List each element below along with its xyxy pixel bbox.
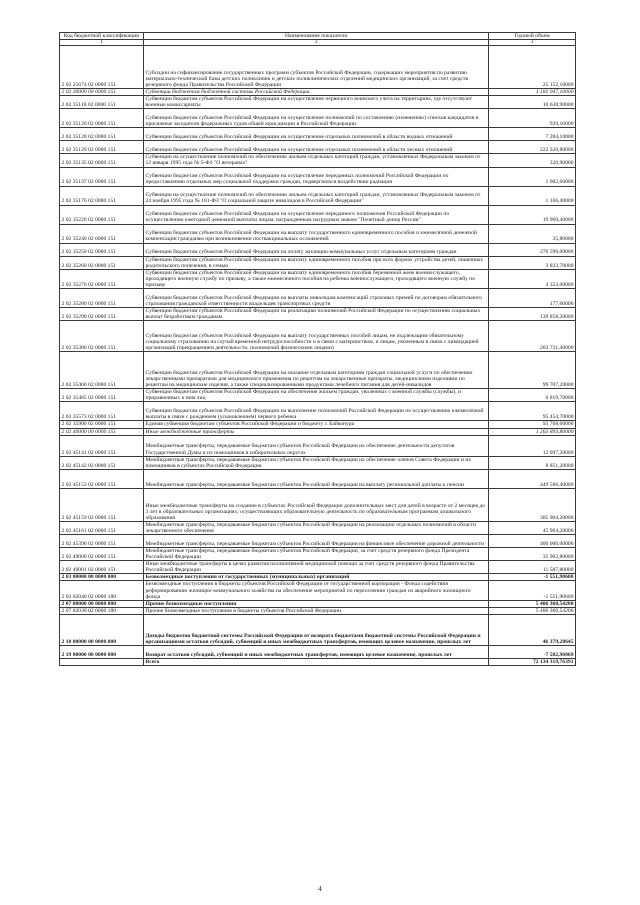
indicator-name-cell: Субвенции бюджетам субъектов Российской Федерации на оплату жилищно-коммунальных услуг отдельным категориям граждан (144, 243, 489, 256)
budget-code-cell: 2 02 35573 02 0000 151 (60, 402, 144, 421)
budget-code-cell: 2 02 35380 02 0000 151 (60, 321, 144, 352)
column-number: 2 (144, 40, 489, 46)
annual-amount-cell: -7 582,96069 (489, 645, 576, 658)
table-row (60, 600, 576, 607)
budget-code-cell: 2 02 35250 02 0000 151 (60, 243, 144, 256)
annual-amount-cell: 25 152,10000 (489, 46, 576, 89)
annual-amount-cell: 222 320,80000 (489, 141, 576, 154)
annual-amount-cell: 99 707,20000 (489, 352, 576, 389)
budget-code-cell: 2 02 35270 02 0000 151 (60, 269, 144, 288)
budget-code-cell: 2 02 25674 02 0000 151 (60, 46, 144, 89)
annual-amount-cell: 1 166,40000 (489, 186, 576, 205)
budget-code-cell: 2 02 35260 02 0000 151 (60, 256, 144, 269)
annual-amount-cell: -1 551,90600 (489, 574, 576, 581)
table-row (60, 205, 576, 224)
budget-code-cell: 2 02 35176 02 0000 151 (60, 186, 144, 205)
budget-code-cell: 2 02 35129 02 0000 151 (60, 141, 144, 154)
table-row (60, 224, 576, 243)
indicator-name-cell: Иные межбюджетные трансферты в целях развития паллиативной медицинской помощи за счет средств резервного фонда Правительства Российской Федерации (144, 561, 489, 574)
budget-code-cell: 2 02 35128 02 0000 151 (60, 128, 144, 141)
table-row (60, 289, 576, 308)
table-row (60, 521, 576, 534)
indicator-name-cell: Субвенции бюджетам субъектов Российской Федерации на осуществление первичного воинского учета на территориях, где отсутствуют военные комиссариаты (144, 96, 489, 109)
budget-code-cell: 2 02 30000 00 0000 151 (60, 89, 144, 96)
indicator-name-cell: Субвенции на осуществление полномочий по обеспечению жильем отдельных категорий граждан, установленных Федеральным законом от 24 ноября 1995 года № 181-ФЗ "О социальной защите инвалидов в Российской Федерации" (144, 186, 489, 205)
budget-code-cell: 2 02 45142 02 0000 151 (60, 456, 144, 469)
table-row (60, 308, 576, 321)
table-row (60, 109, 576, 128)
indicator-name-cell: Прочие безвозмездные поступления в бюджеты субъектов Российской Федерации (144, 607, 489, 614)
budget-code-cell: 2 19 00000 00 0000 000 (60, 645, 144, 658)
indicator-name-cell: Безвозмездные поступления от государственных (муниципальных) организаций (144, 574, 489, 581)
table-row (60, 96, 576, 109)
indicator-name-cell: Субвенции бюджетам субъектов Российской Федерации на выплату единовременного пособия при всех формах устройства детей, лишенных родительского попечения, в семью (144, 256, 489, 269)
indicator-name-cell: Всего (144, 658, 489, 665)
indicator-name-cell: Субвенции бюджетам субъектов Российской Федерации на реализацию полномочий Российской Федерации по осуществлению социальных выплат безработным гражданам (144, 308, 489, 321)
budget-table (59, 32, 576, 666)
annual-amount-cell: 7 284,10000 (489, 128, 576, 141)
indicator-name-cell: Субвенции бюджетам субъектов Российской Федерации на обеспечение жильем граждан, уволенных с военной службы (службы), и приравненных к ним лиц (144, 389, 489, 402)
table-row (60, 547, 576, 560)
indicator-name-cell: Единая субвенция бюджетам субъектов Российской Федерации и бюджету г. Байконура (144, 421, 489, 428)
annual-amount-cell: 203 731,40000 (489, 321, 576, 352)
annual-amount-cell: 12 097,20000 (489, 435, 576, 456)
indicator-name-cell: Межбюджетные трансферты, передаваемые бюджетам субъектов Российской Федерации на обеспечение деятельности депутатов Государственной Думы и их помощников в избирательных округах (144, 435, 489, 456)
indicator-name-cell: Межбюджетные трансферты, передаваемые бюджетам субъектов Российской Федерации на обеспечение членов Совета Федерации и их помощников в субъектах Российской Федерации (144, 456, 489, 469)
annual-amount-cell: 6 819,70000 (489, 389, 576, 402)
indicator-name-cell: Субвенции бюджетам субъектов Российской Федерации на выплату государственных пособий лицам, не подлежащим обязательному социальному страхованию на случай временной нетрудоспособности и в связи с материнством, и лицам, уволенным в связи с ликвидацией организаций (прекращением деятельности, полномочий физическими лицами) (144, 321, 489, 352)
budget-code-cell: 2 02 35485 02 0000 151 (60, 389, 144, 402)
budget-code-cell: 2 02 35280 02 0000 151 (60, 289, 144, 308)
table-row (60, 561, 576, 574)
budget-code-cell: 2 02 49001 02 0000 151 (60, 561, 144, 574)
table-row (60, 488, 576, 521)
budget-code-cell: 2 18 00000 00 0000 000 (60, 614, 144, 645)
indicator-name-cell: Межбюджетные трансферты, передаваемые бюджетам субъектов Российской Федерации на выплату региональной доплаты к пенсии (144, 469, 489, 488)
indicator-name-cell: Межбюджетные трансферты, передаваемые бюджетам субъектов Российской Федерации, за счет средств резервного фонда Президента Российской Федерации (144, 547, 489, 560)
table-row (60, 269, 576, 288)
budget-code-cell (60, 658, 144, 665)
indicator-name-cell: Межбюджетные трансферты, передаваемые бюджетам субъектов Российской Федерации на финансовое обеспечение дорожной деятельности (144, 534, 489, 547)
indicator-name-cell: Иные межбюджетные трансферты на создание в субъектах Российской Федерации дополнительных мест для детей в возрасте от 2 месяцев до 3 лет в образовательных организациях, осуществляющих образовательную деятельность по образовательным программам дошкольного образования (144, 488, 489, 521)
table-row (60, 402, 576, 421)
indicator-name-cell: Субвенции бюджетам субъектов Российской Федерации на выплату единовременного пособия беременной жене военнослужащего, проходящего военную службу по призыву, а также ежемесячного пособия на ребенка военнослужащего, проходящего военную службу по призыву (144, 269, 489, 288)
annual-amount-cell: 46 379,28645 (489, 614, 576, 645)
budget-code-cell: 2 07 00000 00 0000 000 (60, 600, 144, 607)
indicator-name-cell: Субвенции бюджетам субъектов Российской Федерации на оказание отдельным категориям граждан социальной услуги по обеспечению лекарственными препаратами для медицинского применения по рецептам на лекарственные препараты, медицинскими изделиями по рецептам на медицинские изделия, а также специализированными продуктами лечебного питания для детей-инвалидов (144, 352, 489, 389)
annual-amount-cell: 320,90000 (489, 154, 576, 167)
column-number: 3 (489, 40, 576, 46)
table-row (60, 428, 576, 435)
table-row (60, 574, 576, 581)
budget-code-cell: 2 02 35220 02 0000 151 (60, 205, 144, 224)
indicator-name-cell: Возврат остатков субсидий, субвенций и иных межбюджетных трансфертов, имеющих целевое назначение, прошлых лет (144, 645, 489, 658)
annual-amount-cell: 305 904,20000 (489, 488, 576, 521)
indicator-name-cell: Прочие безвозмездные поступления (144, 600, 489, 607)
annual-amount-cell: 1 002,60000 (489, 167, 576, 186)
table-row (60, 658, 576, 665)
annual-amount-cell: 3 833,70000 (489, 256, 576, 269)
indicator-name-cell: Субвенции бюджетам субъектов Российской Федерации на осуществление отдельных полномочий в области водных отношений (144, 128, 489, 141)
table-row (60, 607, 576, 614)
budget-code-cell: 2 02 35120 02 0000 151 (60, 109, 144, 128)
annual-amount-cell: 1 181 947,10000 (489, 89, 576, 96)
table-header-row (60, 33, 576, 40)
budget-code-cell: 2 02 40000 00 0000 151 (60, 428, 144, 435)
annual-amount-cell: 139 858,20000 (489, 308, 576, 321)
table-row (60, 389, 576, 402)
budget-code-cell: 2 02 35240 02 0000 151 (60, 224, 144, 243)
annual-amount-cell: 5 406 360,54200 (489, 607, 576, 614)
budget-code-cell: 2 02 45390 02 0000 151 (60, 534, 144, 547)
budget-code-cell: 2 02 35137 02 0000 151 (60, 167, 144, 186)
budget-code-cell: 2 07 02030 02 0000 180 (60, 607, 144, 614)
table-row (60, 534, 576, 547)
table-row (60, 456, 576, 469)
page-number: 4 (318, 885, 322, 893)
annual-amount-cell: 449 586,40000 (489, 469, 576, 488)
table-row (60, 128, 576, 141)
annual-amount-cell: 95 454,70000 (489, 402, 576, 421)
budget-code-cell: 2 02 35135 02 0000 151 (60, 154, 144, 167)
table-row (60, 352, 576, 389)
budget-code-cell: 2 02 45141 02 0000 151 (60, 435, 144, 456)
budget-code-cell: 2 02 35460 02 0000 151 (60, 352, 144, 389)
annual-amount-cell: 35,80000 (489, 224, 576, 243)
table-row (60, 645, 576, 658)
table-body (60, 46, 576, 666)
indicator-name-cell: Субвенции бюджетам субъектов Российской Федерации на осуществление переданных полномочий Российской Федерации по предоставлению отдельных мер социальной поддержки граждан, подвергшихся воздействию радиации (144, 167, 489, 186)
annual-amount-cell: 45 964,20000 (489, 521, 576, 534)
indicator-name-cell: Иные межбюджетные трансферты (144, 428, 489, 435)
annual-amount-cell: 8 851,20000 (489, 456, 576, 469)
indicator-name-cell: Субвенции бюджетам субъектов Российской Федерации на выплаты инвалидам компенсаций страховых премий по договорам обязательного страхования гражданской ответственности владельцев транспортных средств (144, 289, 489, 308)
annual-amount-cell: 10 638,90000 (489, 96, 576, 109)
table-row (60, 469, 576, 488)
annual-amount-cell: 400 000,00000 (489, 534, 576, 547)
annual-amount-cell: 72 134 319,76391 (489, 658, 576, 665)
indicator-name-cell: Субвенции бюджетам субъектов Российской Федерации на осуществление полномочий по составлению (изменению) списков кандидатов в присяжные заседатели федеральных судов общей юрисдикции в Российской Федерации (144, 109, 489, 128)
table-row (60, 167, 576, 186)
table-row (60, 243, 576, 256)
header-value: Годовой объем (489, 33, 576, 40)
annual-amount-cell: 929,10000 (489, 109, 576, 128)
annual-amount-cell: -1 551,90600 (489, 581, 576, 600)
indicator-name-cell: Безвозмездные поступления в бюджеты субъектов Российской Федерации от государственной корпорации - Фонда содействия реформированию жилищно-коммунального хозяйства на обеспечение мероприятий по переселению граждан из аварийного жилищного фонда (144, 581, 489, 600)
annual-amount-cell: 270 596,00000 (489, 243, 576, 256)
budget-code-cell: 2 02 35290 02 0000 151 (60, 308, 144, 321)
indicator-name-cell: Субвенции бюджетам субъектов Российской Федерации на осуществление переданного полномочия Российской Федерации по осуществлению ежегодной денежной выплаты лицам, награжденным нагрудным знаком "Почетный донор России" (144, 205, 489, 224)
budget-code-cell: 2 02 45161 02 0000 151 (60, 521, 144, 534)
table-row (60, 186, 576, 205)
table-row (60, 46, 576, 89)
table-row (60, 141, 576, 154)
indicator-name-cell: Субвенции бюджетам субъектов Российской Федерации на выплату государственного единовременного пособия и ежемесячной денежной компенсации гражданам при возникновении поствакцинальных осложнений (144, 224, 489, 243)
header-code: Код бюджетной классификации (60, 33, 144, 40)
header-name: Наименование показателя (144, 33, 489, 40)
table-row (60, 581, 576, 600)
table-row (60, 435, 576, 456)
indicator-name-cell: Субвенции бюджетам субъектов Российской Федерации на выполнение полномочий Российской Федерации по осуществлению ежемесячной выплаты в связи с рождением (усыновлением) первого ребенка (144, 402, 489, 421)
table-row (60, 154, 576, 167)
indicator-name-cell: Доходы бюджетов бюджетной системы Российской Федерации от возврата бюджетами бюджетной системы Российской Федерации и организациями остатков субсидий, субвенций и иных межбюджетных трансфертов, имеющих целевое назначение, прошлых лет (144, 614, 489, 645)
table-row (60, 421, 576, 428)
budget-code-cell: 2 02 45153 02 0000 151 (60, 469, 144, 488)
budget-code-cell: 2 02 49000 02 0000 151 (60, 547, 144, 560)
indicator-name-cell: Субвенции бюджетам бюджетной системы Российской Федерации (144, 89, 489, 96)
table-row (60, 321, 576, 352)
table-row (60, 614, 576, 645)
table-row (60, 256, 576, 269)
budget-code-cell: 2 02 45159 02 0000 151 (60, 488, 144, 521)
annual-amount-cell: 93 768,60000 (489, 421, 576, 428)
annual-amount-cell: 177,60000 (489, 289, 576, 308)
indicator-name-cell: Субвенции бюджетам субъектов Российской Федерации на осуществление отдельных полномочий в области лесных отношений (144, 141, 489, 154)
budget-code-cell: 2 03 02040 02 0000 180 (60, 581, 144, 600)
indicator-name-cell: Субсидии на софинансирование государственных программ субъектов Российской Федерации, содержащих мероприятия по развитию материально-технической базы детских поликлиник и детских поликлинических отделений медицинских организаций, за счет средств резервного фонда Правительства Российской Федерации (144, 46, 489, 89)
column-number: 1 (60, 40, 144, 46)
budget-code-cell: 2 02 35118 02 0000 151 (60, 96, 144, 109)
indicator-name-cell: Субвенции на осуществление полномочий по обеспечению жильем отдельных категорий граждан, установленных Федеральным законом от 12 января 1995 года № 5-ФЗ "О ветеранах" (144, 154, 489, 167)
table-row (60, 89, 576, 96)
annual-amount-cell: 19 960,40000 (489, 205, 576, 224)
indicator-name-cell: Межбюджетные трансферты, передаваемые бюджетам субъектов Российской Федерации на реализацию отдельных полномочий в области лекарственного обеспечения (144, 521, 489, 534)
annual-amount-cell: 35 902,80000 (489, 547, 576, 560)
budget-code-cell: 2 02 35900 02 0000 151 (60, 421, 144, 428)
annual-amount-cell: 11 587,80000 (489, 561, 576, 574)
annual-amount-cell: 4 353,00000 (489, 269, 576, 288)
budget-code-cell: 2 03 00000 00 0000 000 (60, 574, 144, 581)
annual-amount-cell: 5 406 360,54200 (489, 600, 576, 607)
annual-amount-cell: 1 263 893,80000 (489, 428, 576, 435)
